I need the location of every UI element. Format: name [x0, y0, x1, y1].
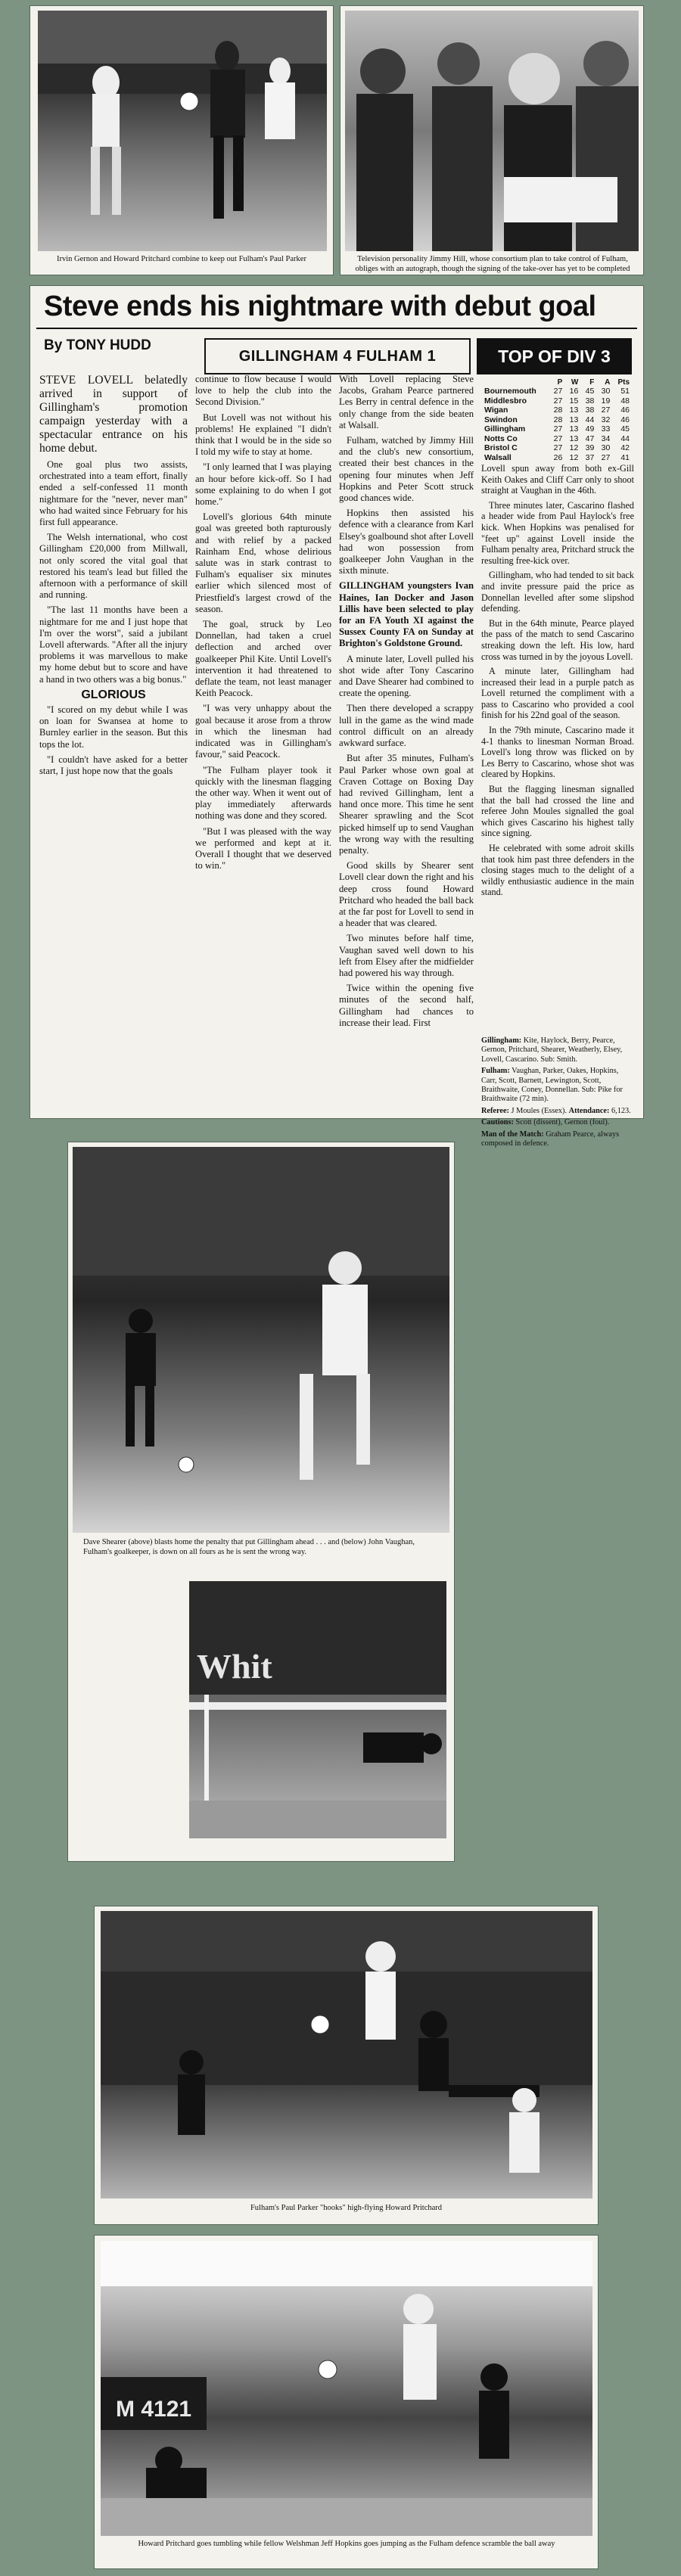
caption-shearer-vaughan: Dave Shearer (above) blasts home the penalty that put Gillingham ahead . . . and (below) John Vaughan, Fulham's goalkeeper, is down on all fours as he is sent the wrong way.: [83, 1538, 415, 1556]
article-para: Fulham, watched by Jimmy Hill and the club's new consortium, created their best chances in the opening four minutes when Jeff Hopkins and Peter Scott struck good chances wide.: [339, 435, 474, 504]
caption-gernon-pritchard: Irvin Gernon and Howard Pritchard combine to keep out Fulham's Paul Parker: [57, 255, 306, 263]
photo-vaughan-dive: [189, 1581, 446, 1838]
article-para: "I couldn't have asked for a better start, I just hope now that the goals: [39, 754, 188, 777]
cautions: Cautions: Scott (dissent), Gernon (foul).: [481, 1118, 610, 1127]
aerial-challenge-figures: [101, 1911, 592, 2198]
photo-gernon-pritchard: [38, 11, 327, 251]
article-para: "The last 11 months have been a nightmare for me and I just hope that I'm over the worst", said a jubilant Lovell afterwards. "After all the injury problems it was marvellous to make my home debut but to score and have a hand in two others was a big bonus.": [39, 604, 188, 685]
photo-jimmy-hill: [345, 11, 639, 251]
article-para: Gillingham, who had tended to sit back and invite pressure paid the price as Donnellan levelled after some slipshod defending.: [481, 570, 634, 614]
article-para: The Welsh international, who cost Gillingham £20,000 from Millwall, not only scored the vital goal that restored his team's lead but filled the afternoon with a performance of skill and running.: [39, 532, 188, 601]
article-subhead: GLORIOUS: [81, 688, 146, 701]
photo-shearer-penalty: [73, 1147, 449, 1533]
article-para: Twice within the opening five minutes of the second half, Gillingham had chances to increase their lead. First: [339, 983, 474, 1028]
article-para: But Lovell was not without his problems! He explained "I didn't think that I would be in the side so I told my wife to stay at home.: [195, 412, 331, 458]
article-para: "I was very unhappy about the goal because it arose from a throw in which the linesman had indicated was in Gillingham's favour," said Peacock.: [195, 703, 331, 760]
article-para: "I only learned that I was playing an hour before kick-off. So I had some explaining to do when I got home.": [195, 461, 331, 508]
article-column-2: [195, 374, 331, 875]
headline-rule: [36, 328, 637, 329]
article-para: One goal plus two assists, orchestrated into a team effort, finally ended a self-confessed 11 month nightmare for the "never, never man" who had waited since February for his first full appearance.: [39, 459, 188, 528]
league-row: Swindon 28 13 44 32 46: [484, 415, 630, 424]
article-para: But in the 64th minute, Pearce played the pass of the match to send Cascarino streaking down the left. His low, hard cross was turned in by the joyous Lovell.: [481, 617, 634, 662]
article-para: Hopkins then assisted his defence with a clearance from Karl Elsey's goalbound shot after Lovell had won possession from goalkeeper John Vaughan in the sixth minute.: [339, 508, 474, 576]
article-para: But after 35 minutes, Fulham's Paul Parker whose own goal at Craven Cottage on Boxing Day had revived Gillingham, lent a hand once more. This time he sent Shearer sprawling and the Scot picked himself up to send Vaughan the wrong way with the resulting penalty.: [339, 753, 474, 856]
caption-pritchard-tumbling: Howard Pritchard goes tumbling while fellow Welshman Jeff Hopkins goes jumping as the Fulham defence scramble the ball away: [138, 2540, 555, 2548]
caption-jimmy-hill: Television personality Jimmy Hill, whose consortium plan to take control of Fulham, obliges with an autograph, though the signing of the take-over has yet to be completed: [355, 255, 630, 273]
league-row: Bournemouth 27 16 45 30 51: [484, 387, 630, 396]
article-news-in-brief: GILLINGHAM youngsters Ivan Haines, Ian Docker and Jason Lillis have been selected to play for an FA Youth XI against the Sussex County FA on Sunday at Brighton's Goldstone Ground.: [339, 580, 474, 649]
caption-parker-hooks: Fulham's Paul Parker "hooks" high-flying Howard Pritchard: [250, 2204, 443, 2212]
article-column-4: [481, 463, 634, 902]
league-header-w: W: [571, 378, 579, 387]
article-para: With Lovell replacing Steve Jacobs, Graham Pearce partnered Les Berry in central defence in the only change from the side beaten at Walsall.: [339, 374, 474, 430]
league-row: Bristol C 27 12 39 30 42: [484, 443, 630, 452]
scoreboard-text: M 4121: [116, 2397, 192, 2422]
lineup-fulham: Fulham: Vaughan, Parker, Oakes, Hopkins, Carr, Scott, Barnett, Lewington, Scott, Braithwaite, Coney, Donnellan. Sub: Pike for Braithwaite (72 min).: [481, 1067, 623, 1104]
goalkeeper-dive-figures: [189, 1581, 446, 1838]
league-row: Notts Co 27 13 47 34 44: [484, 433, 630, 443]
article-para: But the flagging linesman signalled that the ball had crossed the line and referee John Moules signalled the goal which gives Cascarino his highest tally since signing.: [481, 784, 634, 839]
league-row: Gillingham 27 13 49 33 45: [484, 424, 630, 433]
league-table-title: TOP OF DIV 3: [477, 338, 632, 374]
league-header-pts: Pts: [617, 378, 630, 387]
penalty-kick-figures: [73, 1147, 449, 1533]
article-para: "But I was pleased with the way we performed and kept at it. Overall I thought that we deserved to win.": [195, 825, 331, 872]
article-column-3: [339, 374, 474, 1033]
article-para: STEVE LOVELL belatedly arrived in support of Gillingham's promotion campaign yesterday with a spectacular entrance on his home debut.: [39, 374, 188, 455]
league-row: Middlesbro 27 15 38 19 48: [484, 396, 630, 406]
goalmouth-scramble-figures: [101, 2241, 592, 2536]
match-facts: [481, 1036, 634, 1151]
league-table: [484, 378, 632, 462]
article-para: Then there developed a scrappy lull in the game as the wind made control difficult on an already awkward surface.: [339, 703, 474, 749]
league-header-a: A: [605, 378, 611, 387]
league-header-f: F: [589, 378, 595, 387]
league-row: Wigan 28 13 38 27 46: [484, 406, 630, 415]
photo-parker-hooks: [101, 1911, 592, 2198]
article-para: "The Fulham player took it quickly with the linesman flagging the other way. When it went out of play immediately afterwards nothing was done and they scored.: [195, 764, 331, 822]
article-para: Lovell spun away from both ex-Gill Keith Oakes and Cliff Carr only to shoot straight at Vaughan in the 46th.: [481, 463, 634, 496]
crowd-autograph-figures: [345, 11, 639, 251]
ad-board-text: Whit: [197, 1647, 272, 1686]
byline: By TONY HUDD: [44, 337, 151, 353]
article-para: Three minutes later, Cascarino flashed a header wide from Paul Haylock's free kick. When Hopkins was penalised for "feet up" against Lovell inside the Fulham penalty area, Pritchard struck the resulting free-kick over.: [481, 499, 634, 566]
score-box: GILLINGHAM 4 FULHAM 1: [204, 338, 471, 374]
article-para: continue to flow because I would love to help the club into the Second Division.": [195, 374, 331, 408]
article-para: He celebrated with some adroit skills that took him past three defenders in the closing stages much to the delight of a wildly enthusiastic audience in the main stand.: [481, 843, 634, 898]
article-para: A minute later, Gillingham had increased their lead in a purple patch as Lovell returned the compliment with a pass to Cascarino who provided a cool finish for his 22nd goal of the season.: [481, 666, 634, 721]
league-header-p: P: [557, 378, 563, 387]
article-para: Good skills by Shearer sent Lovell clear down the right and his deep cross found Howard Pritchard who headed the ball back at the far post for Lovell to send in a header that was cleared.: [339, 860, 474, 929]
article-para: Two minutes before half time, Vaughan saved well down to his left from Elsey after the midfielder had powered his way through.: [339, 933, 474, 978]
article-para: "I scored on my debut while I was on loan for Swansea at home to Burnley earlier in the season. But this tops the lot.: [39, 704, 188, 750]
article-para: In the 79th minute, Cascarino made it 4-1 thanks to linesman Norman Broad. Lovell's long throw was flicked on by Les Berry to Cascarino, whose shot was cleared by Hopkins.: [481, 725, 634, 780]
headline: Steve ends his nightmare with debut goal: [44, 291, 596, 322]
article-column-1: [39, 374, 188, 781]
photo-pritchard-tumbling: [101, 2241, 592, 2536]
league-row: Walsall 26 12 37 27 41: [484, 452, 630, 462]
league-table-header: [484, 378, 632, 387]
man-of-the-match: Man of the Match: Graham Pearce, always composed in defence.: [481, 1130, 620, 1148]
article-para: Lovell's glorious 64th minute goal was greeted both rapturously and with relief by a packed Rainham End, whose delirious salute was in stark contrast to Fulham's equaliser six minutes earlier which silenced most of Priestfield's largest crowd of the season.: [195, 511, 331, 614]
article-para: A minute later, Lovell pulled his shot wide after Tony Cascarino and Dave Shearer had combined to create the opening.: [339, 653, 474, 699]
lineup-gillingham: Gillingham: Kite, Haylock, Berry, Pearce, Gernon, Pritchard, Shearer, Weatherly, Elsey, Lovell, Cascarino. Sub: Smith.: [481, 1036, 623, 1064]
article-para: The goal, struck by Leo Donnellan, had taken a cruel deflection and arched over goalkeeper Phil Kite. Until Lovell's intervention it had threatened to deflate the team, not least manager Keith Peacock.: [195, 619, 331, 699]
football-action-figures: [38, 11, 327, 251]
referee: Referee: J Moules (Essex). Attendance: 6,123.: [481, 1106, 631, 1115]
